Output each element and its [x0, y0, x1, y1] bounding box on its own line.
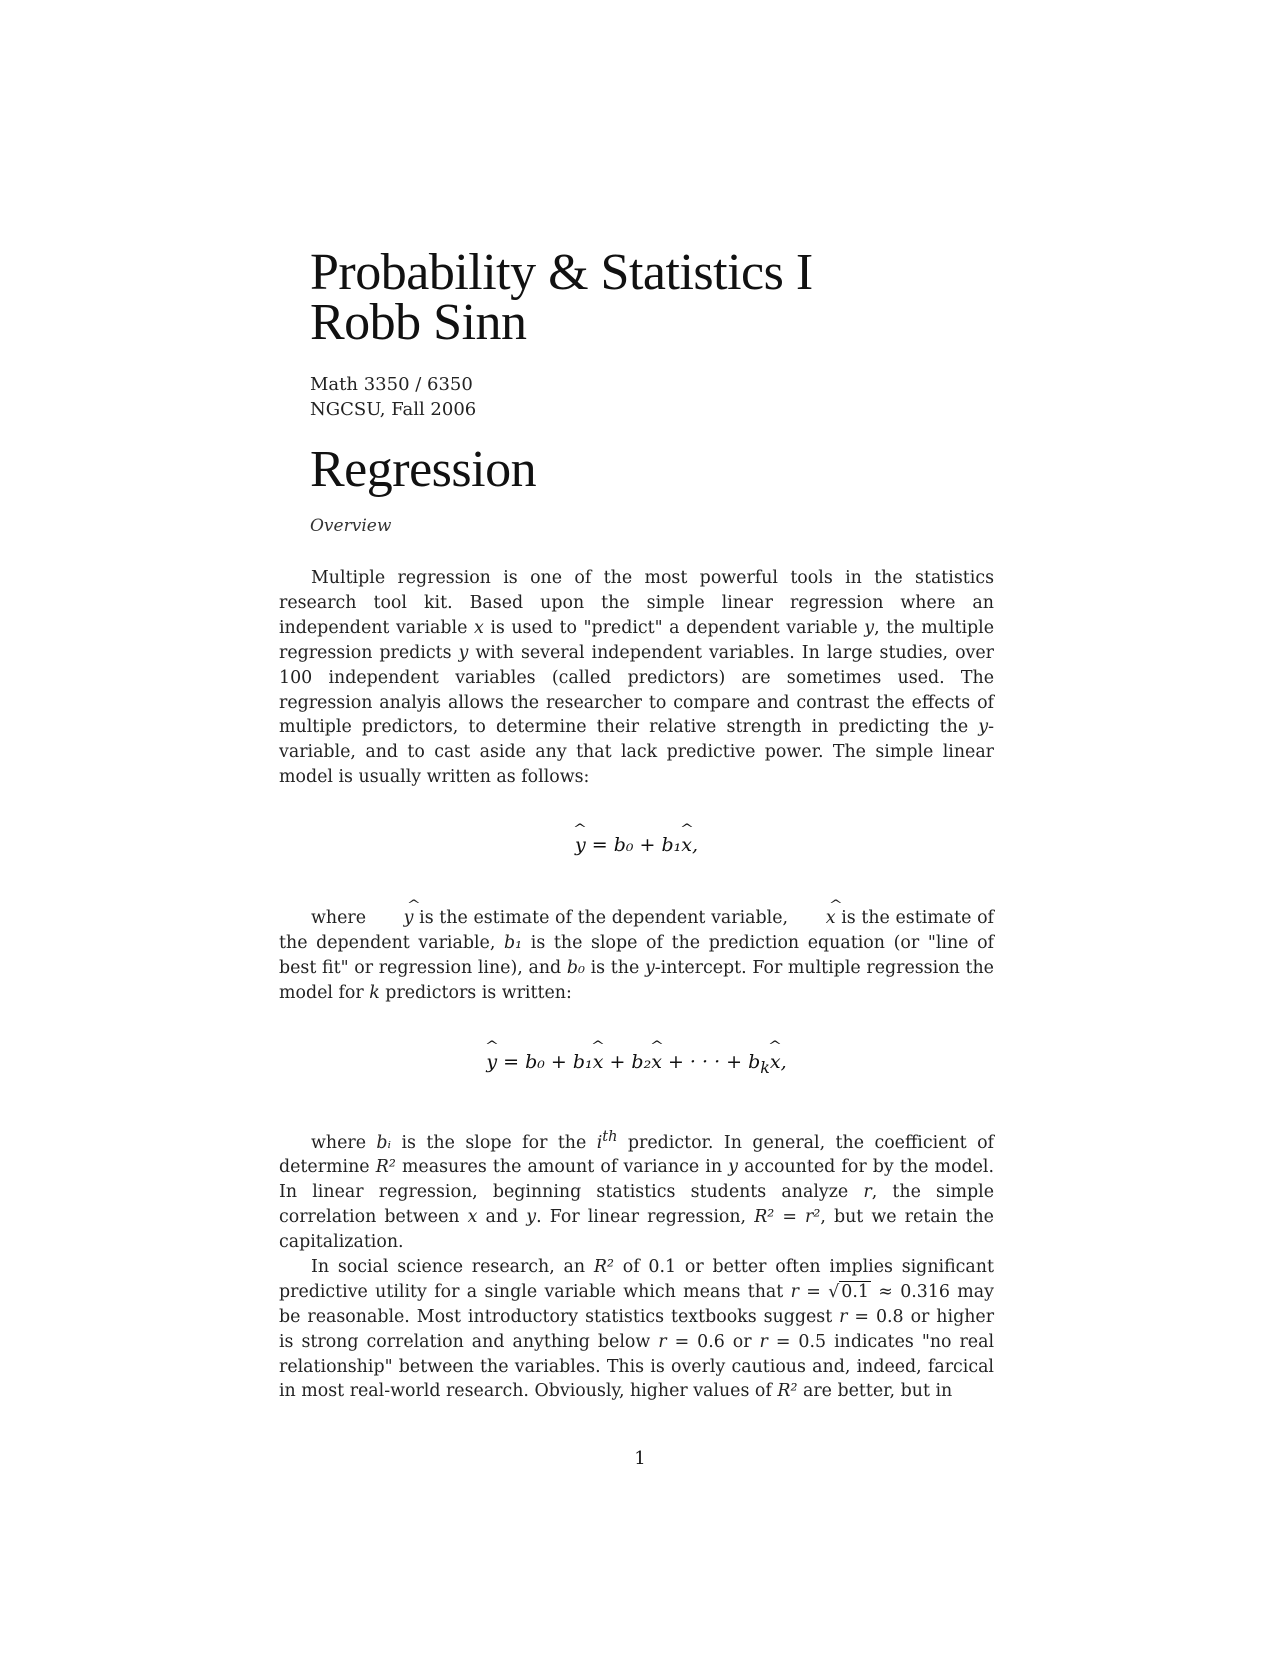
course-term: NGCSU, Fall 2006 [310, 399, 477, 420]
math-x: x [473, 617, 484, 638]
math-R2: R² [375, 1157, 396, 1178]
math-bi: bᵢ [376, 1132, 392, 1153]
math-subscript-k: k [760, 1057, 770, 1077]
math-R2: R² [593, 1256, 614, 1277]
math-r: r [839, 1306, 848, 1327]
math-y: y [864, 617, 875, 638]
paragraph-social-science: In social science research, an R² of 0.1 or better often implies significant predictive utility for a single variable which means that r = √ 0.1 ≈ 0.316 may be reasonable. Most introductory statistics textbooks suggest r = 0.8 or higher is strong correlation and anything below r = 0.6 or r = 0.5 indicates "no real relationship" between the variables. This is overly cautious and, indeed, farcical in most real-world research. Obviously, higher values of R² are better, but in [279, 1256, 995, 1402]
math-R2: R² [754, 1207, 775, 1228]
document-header [310, 244, 1010, 536]
math-b0: b₀ [566, 957, 585, 978]
section-title: Regression [310, 441, 537, 498]
equation-simple-linear: ^ y = b₀ + b₁^ x, [279, 834, 994, 856]
math-b1: b₁ [504, 933, 523, 954]
document-title: Probability & Statistics I [310, 244, 813, 301]
document-author: Robb Sinn [310, 294, 527, 351]
math-r: r [790, 1281, 799, 1302]
math-r2: r² [805, 1207, 821, 1228]
math-r: r [658, 1331, 667, 1352]
math-y: y [728, 1157, 738, 1178]
math-x-hat: ^ x [770, 1051, 781, 1073]
section-subtitle: Overview [310, 516, 392, 536]
math-k: k [369, 982, 380, 1003]
math-y: y [978, 717, 989, 738]
paragraph-intro: Multiple regression is one of the most powerful tools in the statistics research tool kit. Based upon the simple linear regression where an independent variable x is used to "predict" a dependent variable y, the multiple regression predicts y with several independent variables. In large studies, over 100 independent variables (called predictors) are sometimes used. The regression analyis allows the researcher to compare and contrast the effects of multiple predictors, to determine their relative strength in predicting the y-variable, and to cast aside any that lack predictive power. The simple linear model is usually written as follows: [279, 568, 995, 788]
paragraph-definitions: where ^ y is the estimate of the dependent variable, ^ x is the estimate of the dependent variable, b₁ is the slope of the prediction equation (or "line of best fit" or regression line), and b₀ is the y-intercept. For multiple regression the model for k predictors is written: [279, 906, 994, 1006]
course-number: Math 3350 / 6350 [310, 374, 473, 395]
math-r: r [759, 1331, 768, 1352]
math-y-hat: ^ y [372, 906, 414, 931]
page-number: 1 [634, 1448, 646, 1469]
paragraph-coefficient: where bᵢ is the slope for the $i^{th}$ predictor. In general, the coefficient of determine R² measures the amount of variance in y accounted for by the model. In linear regression, beginning statistics students analyze r, the simple correlation between x and y. For linear regression, R² = r², but we retain the capitalization. [279, 1128, 995, 1252]
equation-multiple-regression: ^ y = b₀ + b₁^ x + b₂^ x + · · · + $b_k\^{}$ x, [279, 1051, 994, 1077]
math-y: y [458, 642, 469, 663]
document-body [279, 566, 994, 1404]
math-x-hat: ^ x [681, 834, 692, 856]
course-info [310, 372, 1010, 422]
math-x-hat: ^ x [593, 1051, 604, 1073]
math-x-hat: ^ x [794, 906, 836, 931]
math-th: th [602, 1128, 618, 1145]
math-x-hat: ^ x [651, 1051, 662, 1073]
math-R2: R² [777, 1381, 798, 1402]
math-i: i [596, 1132, 603, 1153]
math-y-hat: ^ y [486, 1051, 497, 1073]
math-x: x [467, 1207, 478, 1228]
math-r: r [863, 1182, 872, 1203]
math-y: y [526, 1207, 537, 1228]
math-sqrt-value: 0.1 [841, 1281, 869, 1302]
math-y: y [644, 957, 655, 978]
math-y-hat: ^ y [575, 834, 586, 856]
